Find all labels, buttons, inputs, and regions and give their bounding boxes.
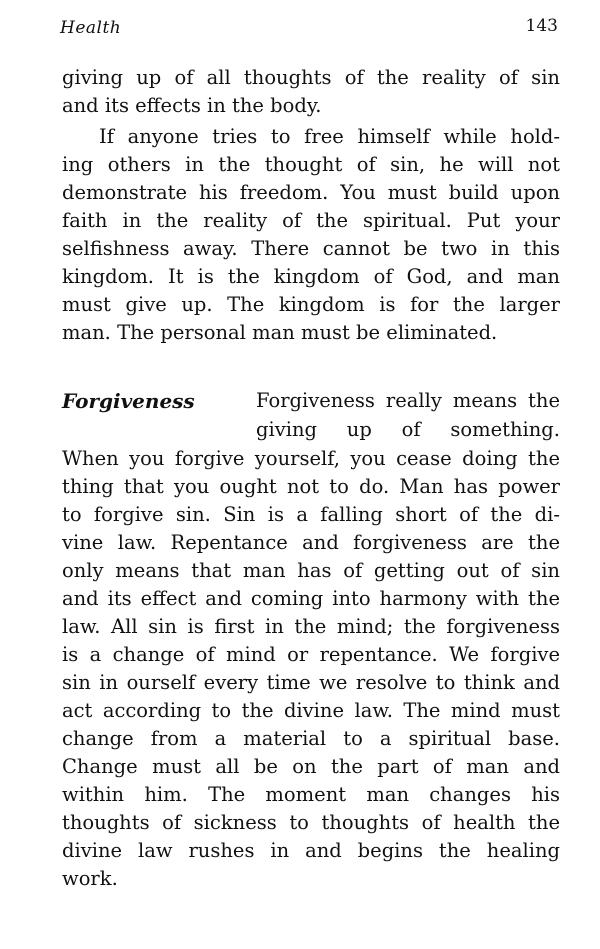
text-line: and its effect and coming into harmony with the (62, 587, 560, 610)
text-line: giving up of all thoughts of the reality of sin (62, 66, 560, 89)
text-line: change from a material to a spiritual base. (62, 727, 560, 750)
text-line: thoughts of sickness to thoughts of health the (62, 811, 560, 834)
text-line: to forgive sin. Sin is a falling short of the di- (62, 503, 560, 526)
text-line: must give up. The kingdom is for the larger (62, 293, 560, 316)
text-line: giving up of something. (256, 418, 560, 441)
text-line: and its effects in the body. (62, 94, 322, 117)
text-line: ing others in the thought of sin, he will not (62, 153, 560, 176)
text-line: divine law rushes in and begins the healing (62, 839, 560, 862)
section-heading: Forgiveness (62, 389, 195, 413)
running-head: Health (60, 18, 122, 38)
text-line: only means that man has of getting out of sin (62, 559, 560, 582)
text-line: within him. The moment man changes his (62, 783, 560, 806)
text-line: If anyone tries to free himself while hold- (99, 125, 560, 148)
text-line: act according to the divine law. The mind must (62, 699, 560, 722)
text-line: Forgiveness really means the (256, 389, 560, 412)
text-line: sin in ourself every time we resolve to think and (62, 671, 560, 694)
page-number: 143 (525, 16, 558, 36)
text-line: thing that you ought not to do. Man has power (62, 475, 560, 498)
text-line: man. The personal man must be eliminated. (62, 321, 498, 344)
text-line: kingdom. It is the kingdom of God, and man (62, 265, 560, 288)
text-line: law. All sin is first in the mind; the forgiveness (62, 615, 560, 638)
text-line: selfishness away. There cannot be two in this (62, 237, 560, 260)
text-line: vine law. Repentance and forgiveness are the (62, 531, 560, 554)
text-line: is a change of mind or repentance. We forgive (62, 643, 560, 666)
text-line: When you forgive yourself, you cease doing the (62, 447, 560, 470)
text-line: work. (62, 867, 118, 890)
text-line: Change must all be on the part of man and (62, 755, 560, 778)
text-line: faith in the reality of the spiritual. Put your (62, 209, 560, 232)
text-line: demonstrate his freedom. You must build upon (62, 181, 560, 204)
